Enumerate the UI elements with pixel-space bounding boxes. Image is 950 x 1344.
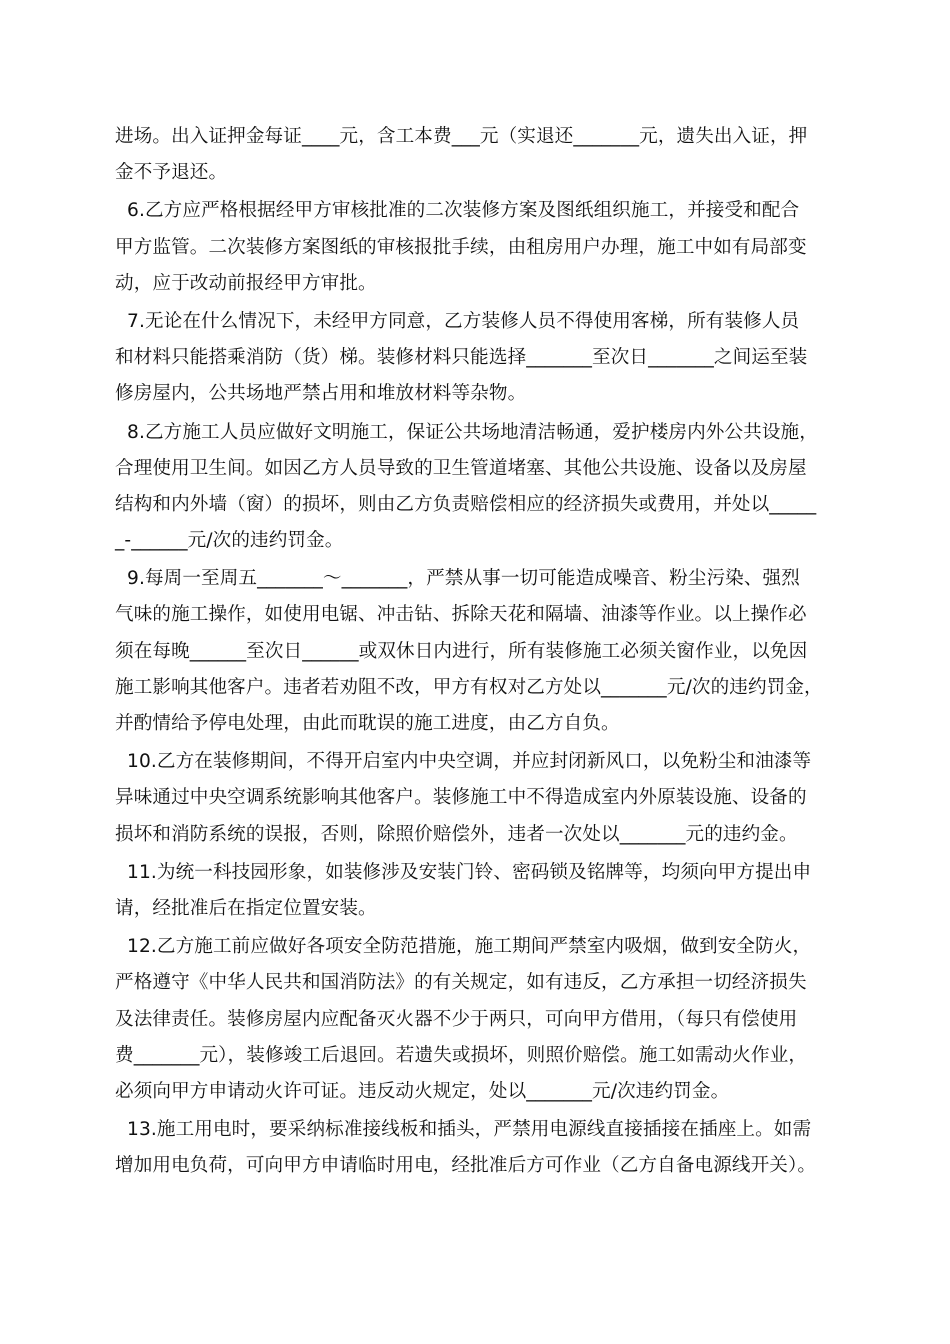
text-line: 11.为统一科技园形象，如装修涉及安装门铃、密码锁及铭牌等，均须向甲方提出申 bbox=[115, 861, 812, 883]
text-line: 损坏和消防系统的误报，否则，除照价赔偿外，违者一次处以_______元的违约金。 bbox=[115, 823, 798, 845]
text-line: 异味通过中央空调系统影响其他客户。装修施工中不得造成室内外原装设施、设备的 bbox=[115, 787, 807, 809]
text-line: 增加用电负荷，可向甲方申请临时用电，经批准后方可作业（乙方自备电源线开关）。 bbox=[115, 1155, 817, 1177]
clause-8-paragraph bbox=[115, 415, 849, 560]
text-line: 合理使用卫生间。如因乙方人员导致的卫生管道堵塞、其他公共设施、设备以及房屋 bbox=[115, 457, 807, 479]
clause-13-paragraph bbox=[115, 1112, 849, 1184]
text-line: 6.乙方应严格根据经甲方审核批准的二次装修方案及图纸组织施工，并接受和配合 bbox=[115, 200, 800, 222]
text-line: 须在每晚______至次日______或双休日内进行，所有装修施工必须关窗作业，以免因 bbox=[115, 640, 808, 662]
clause-7-paragraph bbox=[115, 304, 849, 413]
text-line: 8.乙方施工人员应做好文明施工，保证公共场地清洁畅通，爱护楼房内外公共设施， bbox=[115, 421, 818, 443]
text-line: 气味的施工操作，如使用电锯、冲击钻、拆除天花和隔墙、油漆等作业。以上操作必 bbox=[115, 604, 807, 626]
text-line: 必须向甲方申请动火许可证。违反动火规定，处以_______元/次违约罚金。 bbox=[115, 1080, 730, 1102]
text-line: 费_______元），装修竣工后退回。若遗失或损坏，则照价赔偿。施工如需动火作业， bbox=[115, 1044, 808, 1066]
contract-body bbox=[115, 119, 849, 1184]
text-line: 13.施工用电时，要采纳标准接线板和插头，严禁用电源线直接插接在插座上。如需 bbox=[115, 1119, 812, 1141]
clause-5-cont-paragraph bbox=[115, 119, 849, 191]
text-line: 12.乙方施工前应做好各项安全防范措施，施工期间严禁室内吸烟，做到安全防火， bbox=[115, 936, 812, 958]
clause-10-paragraph bbox=[115, 744, 849, 853]
text-line: 9.每周一至周五_______～_______，严禁从事一切可能造成噪音、粉尘污染、强烈 bbox=[115, 568, 800, 590]
text-line: 及法律责任。装修房屋内应配备灭火器不少于两只，可向甲方借用，（每只有偿使用 bbox=[115, 1008, 798, 1030]
text-line: 7.无论在什么情况下，未经甲方同意，乙方装修人员不得使用客梯，所有装修人员 bbox=[115, 310, 800, 332]
clause-9-paragraph bbox=[115, 561, 849, 742]
clause-6-paragraph bbox=[115, 193, 849, 302]
text-line: 动，应于改动前报经甲方审批。 bbox=[115, 272, 377, 294]
text-line: 结构和内外墙（窗）的损坏，则由乙方负责赔偿相应的经济损失或费用，并处以_____ bbox=[115, 493, 817, 515]
text-line: 施工影响其他客户。违者若劝阻不改，甲方有权对乙方处以_______元/次的违约罚金， bbox=[115, 676, 823, 698]
text-line: 严格遵守《中华人民共和国消防法》的有关规定，如有违反，乙方承担一切经济损失 bbox=[115, 972, 807, 994]
text-line: 请，经批准后在指定位置安装。 bbox=[115, 897, 377, 919]
text-line: 并酌情给予停电处理，由此而耽误的施工进度，由乙方自负。 bbox=[115, 713, 620, 734]
clause-12-paragraph bbox=[115, 929, 849, 1110]
text-line: 金不予退还。 bbox=[115, 162, 228, 184]
text-line: 10.乙方在装修期间，不得开启室内中央空调，并应封闭新风口，以免粉尘和油漆等 bbox=[115, 751, 812, 773]
text-line: 甲方监管。二次装修方案图纸的审核报批手续，由租房用户办理，施工中如有局部变 bbox=[115, 236, 807, 258]
text-line: 和材料只能搭乘消防（货）梯。装修材料只能选择_______至次日_______之间运至装 bbox=[115, 347, 808, 369]
text-line: 进场。出入证押金每证____元，含工本费___元（实退还_______元，遗失出入证，押 bbox=[115, 126, 808, 147]
text-line: 修房屋内，公共场地严禁占用和堆放材料等杂物。 bbox=[115, 383, 527, 405]
clause-11-paragraph bbox=[115, 855, 849, 927]
text-line: _-______元/次的违约罚金。 bbox=[115, 530, 344, 552]
